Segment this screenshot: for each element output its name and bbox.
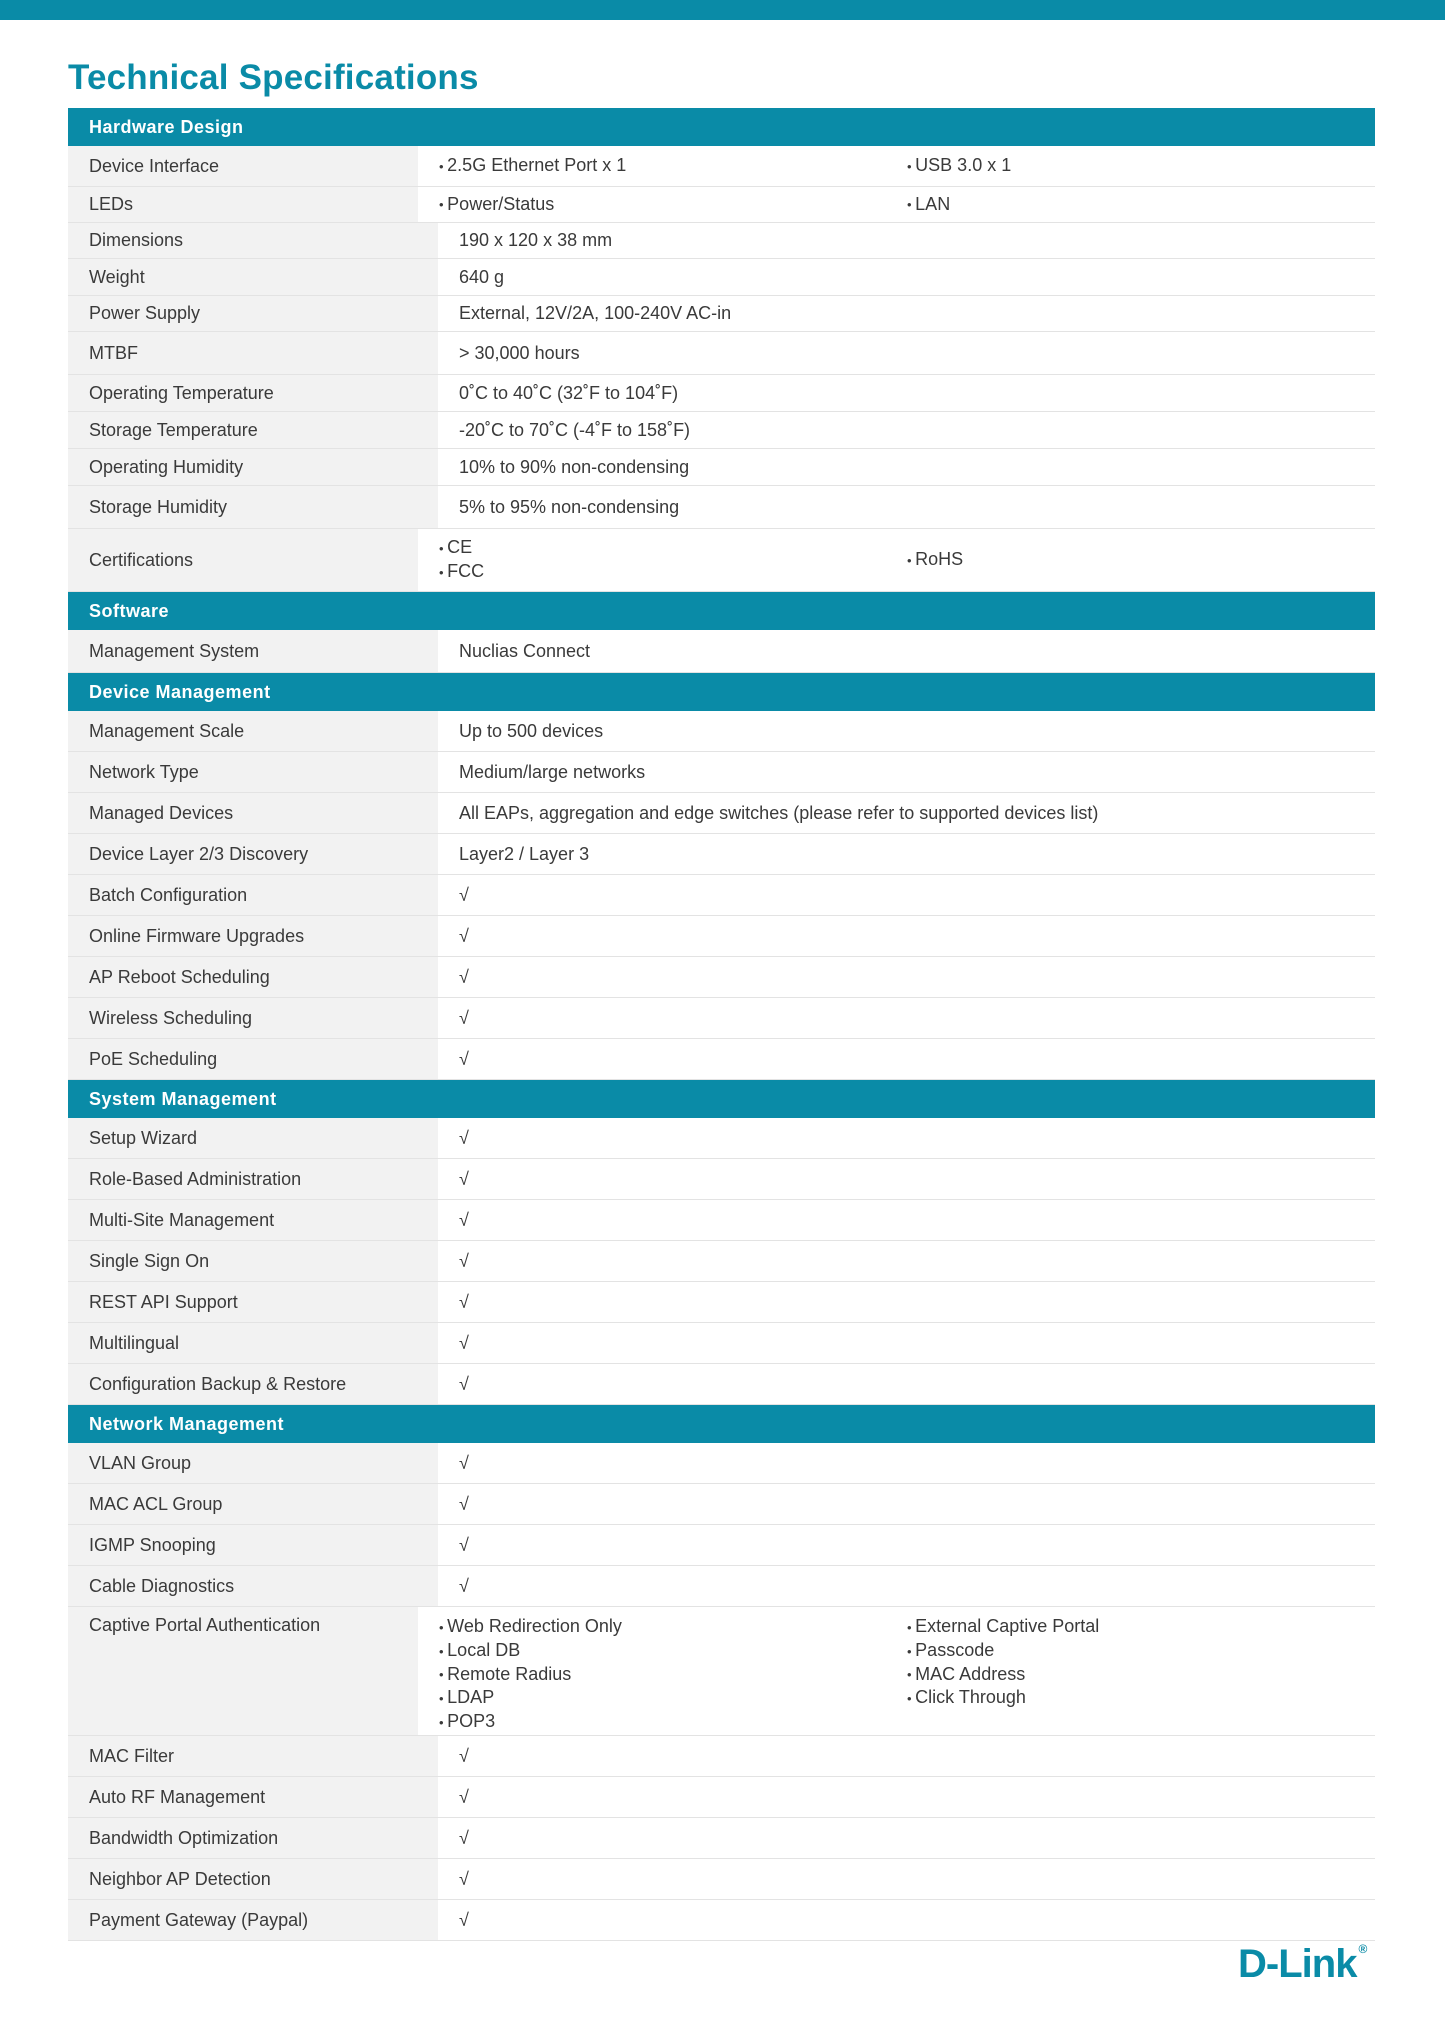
specifications-table [68, 108, 1375, 1941]
spec-label: Storage Temperature [68, 412, 438, 448]
section-header: System Management [68, 1080, 1375, 1118]
spec-label: Weight [68, 259, 438, 295]
spec-row [68, 1607, 1375, 1736]
spec-label: Multi-Site Management [68, 1200, 438, 1240]
spec-row [68, 1364, 1375, 1405]
section-header: Hardware Design [68, 108, 1375, 146]
spec-row [68, 834, 1375, 875]
spec-label: Single Sign On [68, 1241, 438, 1281]
spec-value: -20˚C to 70˚C (-4˚F to 158˚F) [459, 419, 691, 440]
spec-label: Network Type [68, 752, 438, 792]
spec-value: Layer2 / Layer 3 [459, 843, 590, 864]
spec-label: Payment Gateway (Paypal) [68, 1900, 438, 1940]
spec-value-column [439, 536, 907, 584]
spec-bullet-item: • Web Redirection Only [439, 1615, 907, 1639]
spec-value [418, 146, 1375, 186]
spec-value: √ [459, 1168, 469, 1189]
spec-row [68, 1282, 1375, 1323]
spec-row [68, 1525, 1375, 1566]
spec-bullet-item: • RoHS [907, 548, 1375, 572]
spec-bullet-item: • USB 3.0 x 1 [907, 154, 1375, 178]
spec-value: Nuclias Connect [459, 640, 591, 661]
spec-value: 190 x 120 x 38 mm [459, 230, 613, 250]
spec-row [68, 711, 1375, 752]
registered-mark: ® [1358, 1942, 1367, 1956]
spec-value: 640 g [459, 266, 505, 287]
brand-logo-text: D-Link [1238, 1942, 1357, 1986]
spec-bullet-item: • FCC [439, 560, 907, 584]
spec-value: √ [459, 1332, 469, 1353]
spec-value: √ [459, 1127, 469, 1148]
spec-label: REST API Support [68, 1282, 438, 1322]
spec-label: MTBF [68, 332, 438, 374]
spec-label: Device Layer 2/3 Discovery [68, 834, 438, 874]
spec-label: Captive Portal Authentication [68, 1607, 418, 1735]
spec-label: Online Firmware Upgrades [68, 916, 438, 956]
spec-value: > 30,000 hours [459, 342, 580, 363]
spec-value: √ [459, 1373, 469, 1394]
spec-row [68, 630, 1375, 673]
page-title: Technical Specifications [68, 58, 479, 97]
spec-row [68, 259, 1375, 296]
spec-row [68, 1118, 1375, 1159]
spec-label: MAC Filter [68, 1736, 438, 1776]
spec-row [68, 486, 1375, 529]
spec-row [68, 1039, 1375, 1080]
spec-row [68, 449, 1375, 486]
spec-value: √ [459, 966, 469, 987]
spec-label: Cable Diagnostics [68, 1566, 438, 1606]
spec-value-column [907, 193, 1375, 217]
spec-value: External, 12V/2A, 100-240V AC-in [459, 303, 732, 323]
spec-row [68, 957, 1375, 998]
spec-row [68, 187, 1375, 223]
spec-value: √ [459, 1827, 469, 1848]
spec-label: Management Scale [68, 711, 438, 751]
spec-row [68, 1159, 1375, 1200]
spec-label: Auto RF Management [68, 1777, 438, 1817]
spec-bullet-item: • LAN [907, 193, 1375, 217]
section-header: Network Management [68, 1405, 1375, 1443]
spec-row [68, 1443, 1375, 1484]
spec-bullet-item: • 2.5G Ethernet Port x 1 [439, 154, 907, 178]
spec-label: LEDs [68, 187, 418, 222]
spec-value: √ [459, 1452, 469, 1473]
spec-bullet-item: • LDAP [439, 1686, 907, 1710]
spec-label: Device Interface [68, 146, 418, 186]
spec-label: Setup Wizard [68, 1118, 438, 1158]
spec-row [68, 793, 1375, 834]
spec-value: √ [459, 884, 469, 905]
spec-label: Power Supply [68, 296, 438, 331]
spec-label: Storage Humidity [68, 486, 438, 528]
spec-row [68, 1777, 1375, 1818]
spec-label: VLAN Group [68, 1443, 438, 1483]
spec-value [418, 1607, 1375, 1735]
spec-value: √ [459, 1786, 469, 1807]
section-header: Device Management [68, 673, 1375, 711]
spec-value: 5% to 95% non-condensing [459, 496, 680, 517]
section-header: Software [68, 592, 1375, 630]
spec-value: √ [459, 1868, 469, 1889]
spec-value: √ [459, 1909, 469, 1930]
spec-label: Multilingual [68, 1323, 438, 1363]
spec-value: √ [459, 1575, 469, 1596]
spec-value: √ [459, 1291, 469, 1312]
spec-value-column [907, 154, 1375, 178]
spec-row [68, 875, 1375, 916]
spec-value-column [907, 548, 1375, 572]
spec-row [68, 223, 1375, 259]
spec-bullet-item: • POP3 [439, 1710, 907, 1734]
spec-value: Up to 500 devices [459, 720, 604, 741]
spec-row [68, 1736, 1375, 1777]
spec-row [68, 1484, 1375, 1525]
spec-row [68, 529, 1375, 592]
spec-row [68, 332, 1375, 375]
spec-label: Neighbor AP Detection [68, 1859, 438, 1899]
spec-bullet-item: • Local DB [439, 1639, 907, 1663]
spec-bullet-item: • Click Through [907, 1686, 1375, 1710]
spec-bullet-item: • CE [439, 536, 907, 560]
spec-label: Operating Humidity [68, 449, 438, 485]
spec-row [68, 1900, 1375, 1941]
spec-label: Role-Based Administration [68, 1159, 438, 1199]
spec-bullet-item: • Passcode [907, 1639, 1375, 1663]
spec-row [68, 146, 1375, 187]
brand-logo [1238, 1942, 1366, 1987]
spec-label: Management System [68, 630, 438, 672]
spec-label: PoE Scheduling [68, 1039, 438, 1079]
spec-value: 0˚C to 40˚C (32˚F to 104˚F) [459, 382, 679, 403]
spec-value: √ [459, 1745, 469, 1766]
spec-value: √ [459, 1493, 469, 1514]
spec-label: Bandwidth Optimization [68, 1818, 438, 1858]
spec-row [68, 1859, 1375, 1900]
spec-bullet-item: • External Captive Portal [907, 1615, 1375, 1639]
spec-value-column [439, 193, 907, 217]
spec-row [68, 1566, 1375, 1607]
spec-row [68, 375, 1375, 412]
spec-label: Configuration Backup & Restore [68, 1364, 438, 1404]
spec-row [68, 1200, 1375, 1241]
spec-bullet-item: • Remote Radius [439, 1663, 907, 1687]
spec-value-column [439, 1615, 907, 1734]
spec-label: Operating Temperature [68, 375, 438, 411]
spec-row [68, 412, 1375, 449]
spec-value: √ [459, 1250, 469, 1271]
spec-row [68, 998, 1375, 1039]
spec-label: Batch Configuration [68, 875, 438, 915]
spec-value: √ [459, 1048, 469, 1069]
spec-row [68, 1241, 1375, 1282]
spec-value-column [439, 154, 907, 178]
spec-row [68, 1818, 1375, 1859]
spec-row [68, 1323, 1375, 1364]
top-accent-bar [0, 0, 1445, 20]
spec-label: MAC ACL Group [68, 1484, 438, 1524]
spec-row [68, 296, 1375, 332]
spec-bullet-item: • Power/Status [439, 193, 907, 217]
spec-label: Managed Devices [68, 793, 438, 833]
spec-label: AP Reboot Scheduling [68, 957, 438, 997]
spec-value: √ [459, 925, 469, 946]
spec-value: Medium/large networks [459, 761, 646, 782]
spec-bullet-item: • MAC Address [907, 1663, 1375, 1687]
spec-value [418, 529, 1375, 591]
spec-value: √ [459, 1007, 469, 1028]
spec-row [68, 916, 1375, 957]
spec-value [418, 187, 1375, 222]
spec-value-column [907, 1615, 1375, 1710]
spec-label: Dimensions [68, 223, 438, 258]
spec-value: 10% to 90% non-condensing [459, 456, 690, 477]
spec-row [68, 752, 1375, 793]
spec-label: Wireless Scheduling [68, 998, 438, 1038]
spec-label: IGMP Snooping [68, 1525, 438, 1565]
spec-value: All EAPs, aggregation and edge switches (please refer to supported devices list) [459, 802, 1099, 823]
spec-value: √ [459, 1534, 469, 1555]
spec-value: √ [459, 1209, 469, 1230]
spec-label: Certifications [68, 529, 418, 591]
